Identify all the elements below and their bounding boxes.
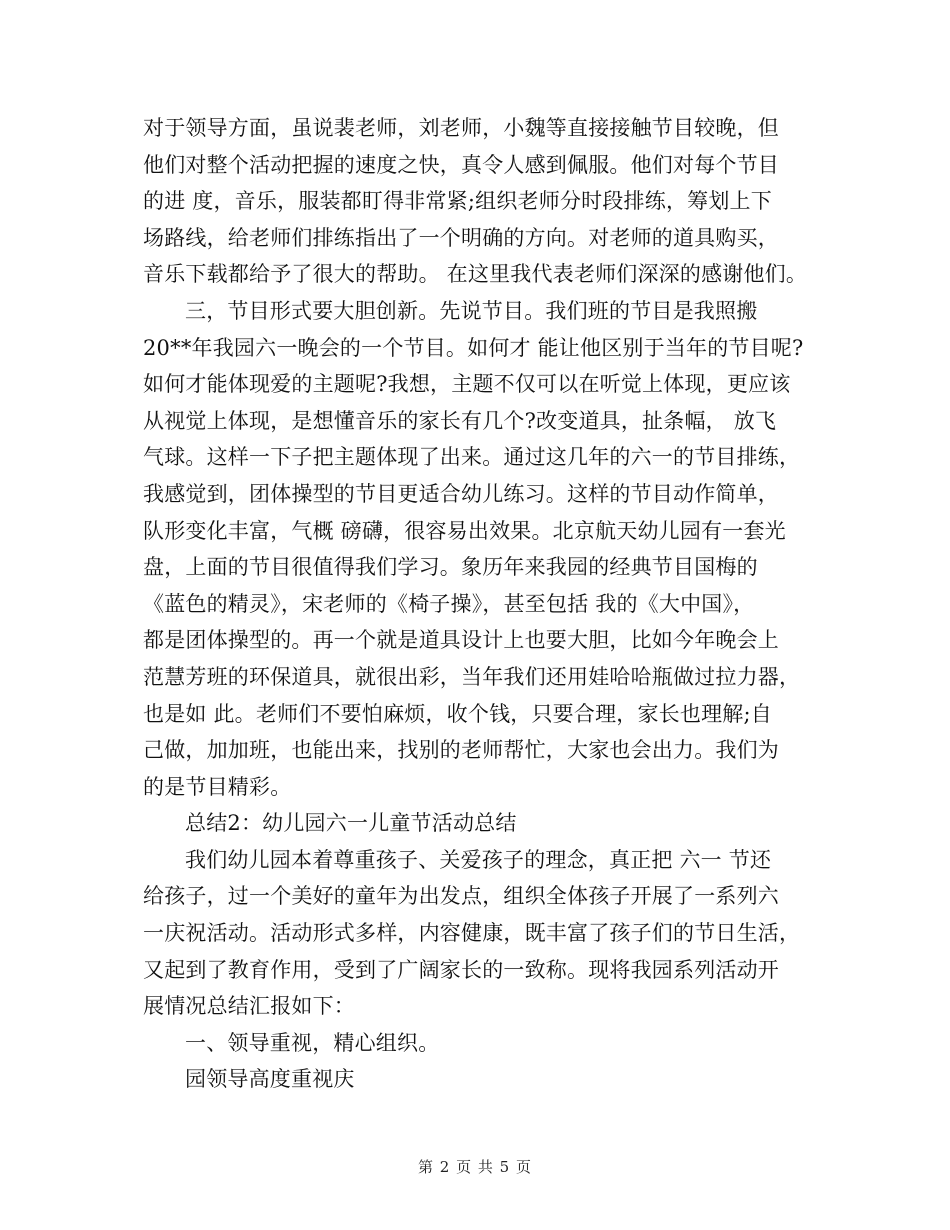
text-line: 音乐下载都给予了很大的帮助。 在这里我代表老师们深深的感谢他们。 (143, 262, 808, 287)
text-line: 他们对整个活动把握的速度之快，真令人感到佩服。他们对每个节目 (143, 152, 779, 177)
text-line: 如何才能体现爱的主题呢?我想，主题不仅可以在听觉上体现，更应该 (143, 372, 791, 397)
text-line: 盘，上面的节目很值得我们学习。象历年来我园的经典节目国梅的 (143, 555, 758, 580)
text-line: 一庆祝活动。活动形式多样，内容健康，既丰富了孩子们的节日生活， (143, 921, 801, 946)
text-line: 场路线，给老师们排练指出了一个明确的方向。对老师的道具购买， (143, 225, 779, 250)
text-line: 对于领导方面，虽说裴老师，刘老师，小魏等直接接触节目较晚，但 (143, 116, 779, 140)
text-line: 的进 度，音乐，服装都盯得非常紧;组织老师分时段排练，筹划上下 (143, 189, 772, 214)
text-line: 我感觉到，团体操型的节目更适合幼儿练习。这样的节目动作简单， (143, 481, 779, 506)
text-line: 园领导高度重视庆 (185, 1067, 355, 1092)
summary-title: 总结2：幼儿园六一儿童节活动总结 (185, 811, 517, 836)
text-line: 又起到了教育作用，受到了广阔家长的一致称。现将我园系列活动开 (143, 957, 779, 982)
text-line: 的是节目精彩。 (143, 774, 292, 799)
document-body (143, 110, 823, 1098)
text-line: 给孩子，过一个美好的童年为出发点，组织全体孩子开展了一系列六 (143, 884, 779, 909)
text-line: 也是如 此。老师们不要怕麻烦，收个钱，只要合理，家长也理解;自 (143, 701, 772, 726)
text-line: 从视觉上体现，是想懂音乐的家长有几个?改变道具，扯条幅， 放飞 (143, 408, 777, 433)
text-line: 都是团体操型的。再一个就是道具设计上也要大胆，比如今年晚会上 (143, 628, 779, 653)
text-line: 20**年我园六一晚会的一个节目。如何才 能让他区别于当年的节目呢? (143, 335, 804, 360)
text-line: 展情况总结汇报如下： (143, 994, 355, 1019)
page-number-footer: 第 2 页 共 5 页 (418, 1158, 532, 1176)
section-heading-3: 三，节目形式要大胆创新。先说节目。我们班的节目是我照搬 (185, 298, 758, 323)
text-line: 《蓝色的精灵》，宋老师的《椅子操》，甚至包括 我的《大中国》， (143, 591, 755, 616)
section-heading-1: 一、领导重视，精心组织。 (185, 1030, 440, 1055)
text-line: 气球。这样一下子把主题体现了出来。通过这几年的六一的节目排练， (143, 445, 801, 470)
text-line: 我们幼儿园本着尊重孩子、关爱孩子的理念，真正把 六一 节还 (185, 847, 772, 872)
text-line: 己做，加加班，也能出来，找别的老师帮忙，大家也会出力。我们为 (143, 738, 779, 763)
text-line: 范慧芳班的环保道具，就很出彩，当年我们还用娃哈哈瓶做过拉力器， (143, 664, 801, 689)
text-line: 队形变化丰富，气概 磅礴，很容易出效果。北京航天幼儿园有一套光 (143, 518, 786, 543)
